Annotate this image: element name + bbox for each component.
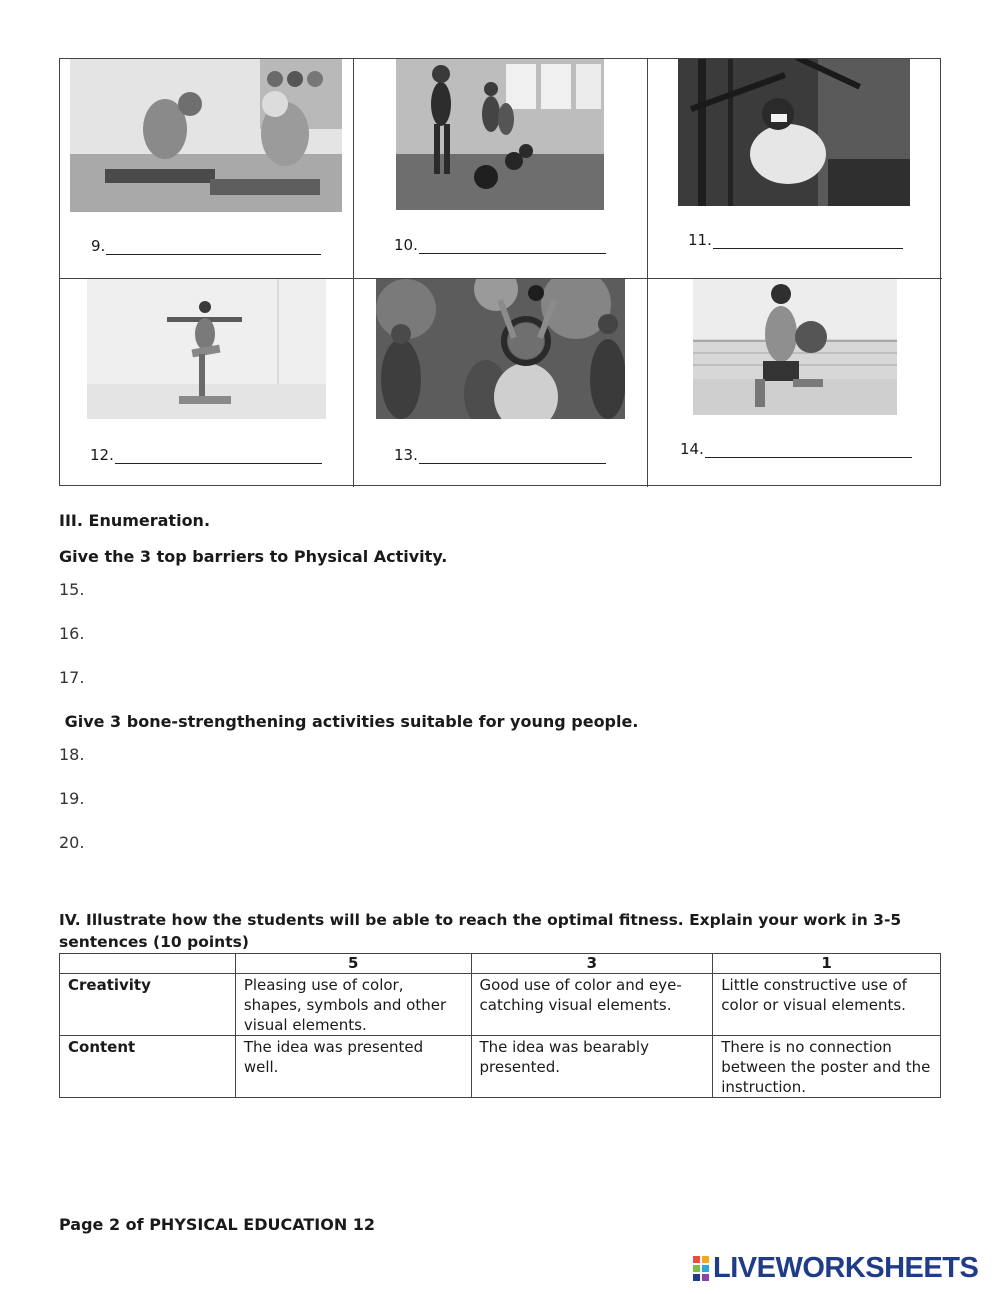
answer-number: 13. (394, 446, 418, 464)
photo-gym-machine (678, 59, 910, 206)
photo-seated-stretch (70, 59, 342, 212)
rubric-header-row (60, 954, 941, 974)
answer-number: 14. (680, 440, 704, 458)
section-heading-enumeration: III. Enumeration. (59, 511, 211, 530)
answer-blank[interactable] (106, 241, 321, 255)
rubric-header-5: 5 (235, 954, 471, 974)
answer-13[interactable] (394, 446, 606, 464)
answer-number: 12. (90, 446, 114, 464)
liveworksheets-logo[interactable] (693, 1252, 978, 1285)
photo-cell-10 (354, 59, 648, 279)
rubric-cell-3: Good use of color and eye-catching visual elements. (471, 974, 713, 1036)
rubric-header-criterion (60, 954, 236, 974)
rubric-header-1: 1 (713, 954, 941, 974)
answer-blank[interactable] (705, 444, 912, 458)
page-footer: Page 2 of PHYSICAL EDUCATION 12 (59, 1215, 376, 1234)
question-bone-strengthening: Give 3 bone-strengthening activities suitable for young people. (59, 712, 639, 731)
item-20[interactable]: 20. (59, 833, 85, 852)
answer-number: 11. (688, 231, 712, 249)
rubric-cell-1: There is no connection between the poster and the instruction. (713, 1036, 941, 1098)
photo-cell-13 (354, 279, 648, 487)
answer-blank[interactable] (419, 240, 606, 254)
item-19[interactable]: 19. (59, 789, 85, 808)
rubric-cell-3: The idea was bearably presented. (471, 1036, 713, 1098)
rubric-table (59, 953, 941, 1098)
rubric-row (60, 974, 941, 1036)
rubric-criterion: Content (60, 1036, 236, 1098)
answer-number: 10. (394, 236, 418, 254)
logo-block (702, 1256, 709, 1263)
answer-12[interactable] (90, 446, 322, 464)
photo-medicine-ball-jumps (396, 59, 604, 210)
answer-11[interactable] (688, 231, 903, 249)
item-15[interactable]: 15. (59, 580, 85, 599)
logo-block (702, 1274, 709, 1281)
question-barriers: Give the 3 top barriers to Physical Activity. (59, 547, 448, 566)
logo-blocks-icon (693, 1256, 709, 1281)
item-16[interactable]: 16. (59, 624, 85, 643)
photo-step-balance (87, 279, 326, 419)
answer-number: 9. (91, 237, 106, 255)
rubric-row (60, 1036, 941, 1098)
photo-grid (59, 58, 941, 486)
photo-lunge-medicine-ball (693, 279, 897, 415)
logo-block (693, 1265, 700, 1272)
rubric-cell-5: The idea was presented well. (235, 1036, 471, 1098)
rubric-header-3: 3 (471, 954, 713, 974)
logo-block (693, 1274, 700, 1281)
logo-text: LIVEWORKSHEETS (713, 1252, 979, 1284)
logo-block (693, 1256, 700, 1263)
answer-14[interactable] (680, 440, 912, 458)
photo-kettlebell-group (376, 279, 625, 419)
answer-blank[interactable] (713, 235, 903, 249)
section-heading-illustrate: IV. Illustrate how the students will be able to reach the optimal fitness. Explain your work in 3-5 (59, 911, 902, 929)
answer-9[interactable] (91, 237, 321, 255)
rubric-criterion: Creativity (60, 974, 236, 1036)
answer-blank[interactable] (115, 450, 322, 464)
logo-block (702, 1265, 709, 1272)
rubric-cell-1: Little constructive use of color or visual elements. (713, 974, 941, 1036)
item-17[interactable]: 17. (59, 668, 85, 687)
photo-cell-14 (648, 279, 942, 487)
photo-cell-11 (648, 59, 942, 279)
photo-cell-12 (60, 279, 354, 487)
answer-blank[interactable] (419, 450, 606, 464)
item-18[interactable]: 18. (59, 745, 85, 764)
photo-cell-9 (60, 59, 354, 279)
rubric-cell-5: Pleasing use of color, shapes, symbols and other visual elements. (235, 974, 471, 1036)
answer-10[interactable] (394, 236, 606, 254)
section-heading-illustrate-cont: sentences (10 points) (59, 933, 249, 951)
